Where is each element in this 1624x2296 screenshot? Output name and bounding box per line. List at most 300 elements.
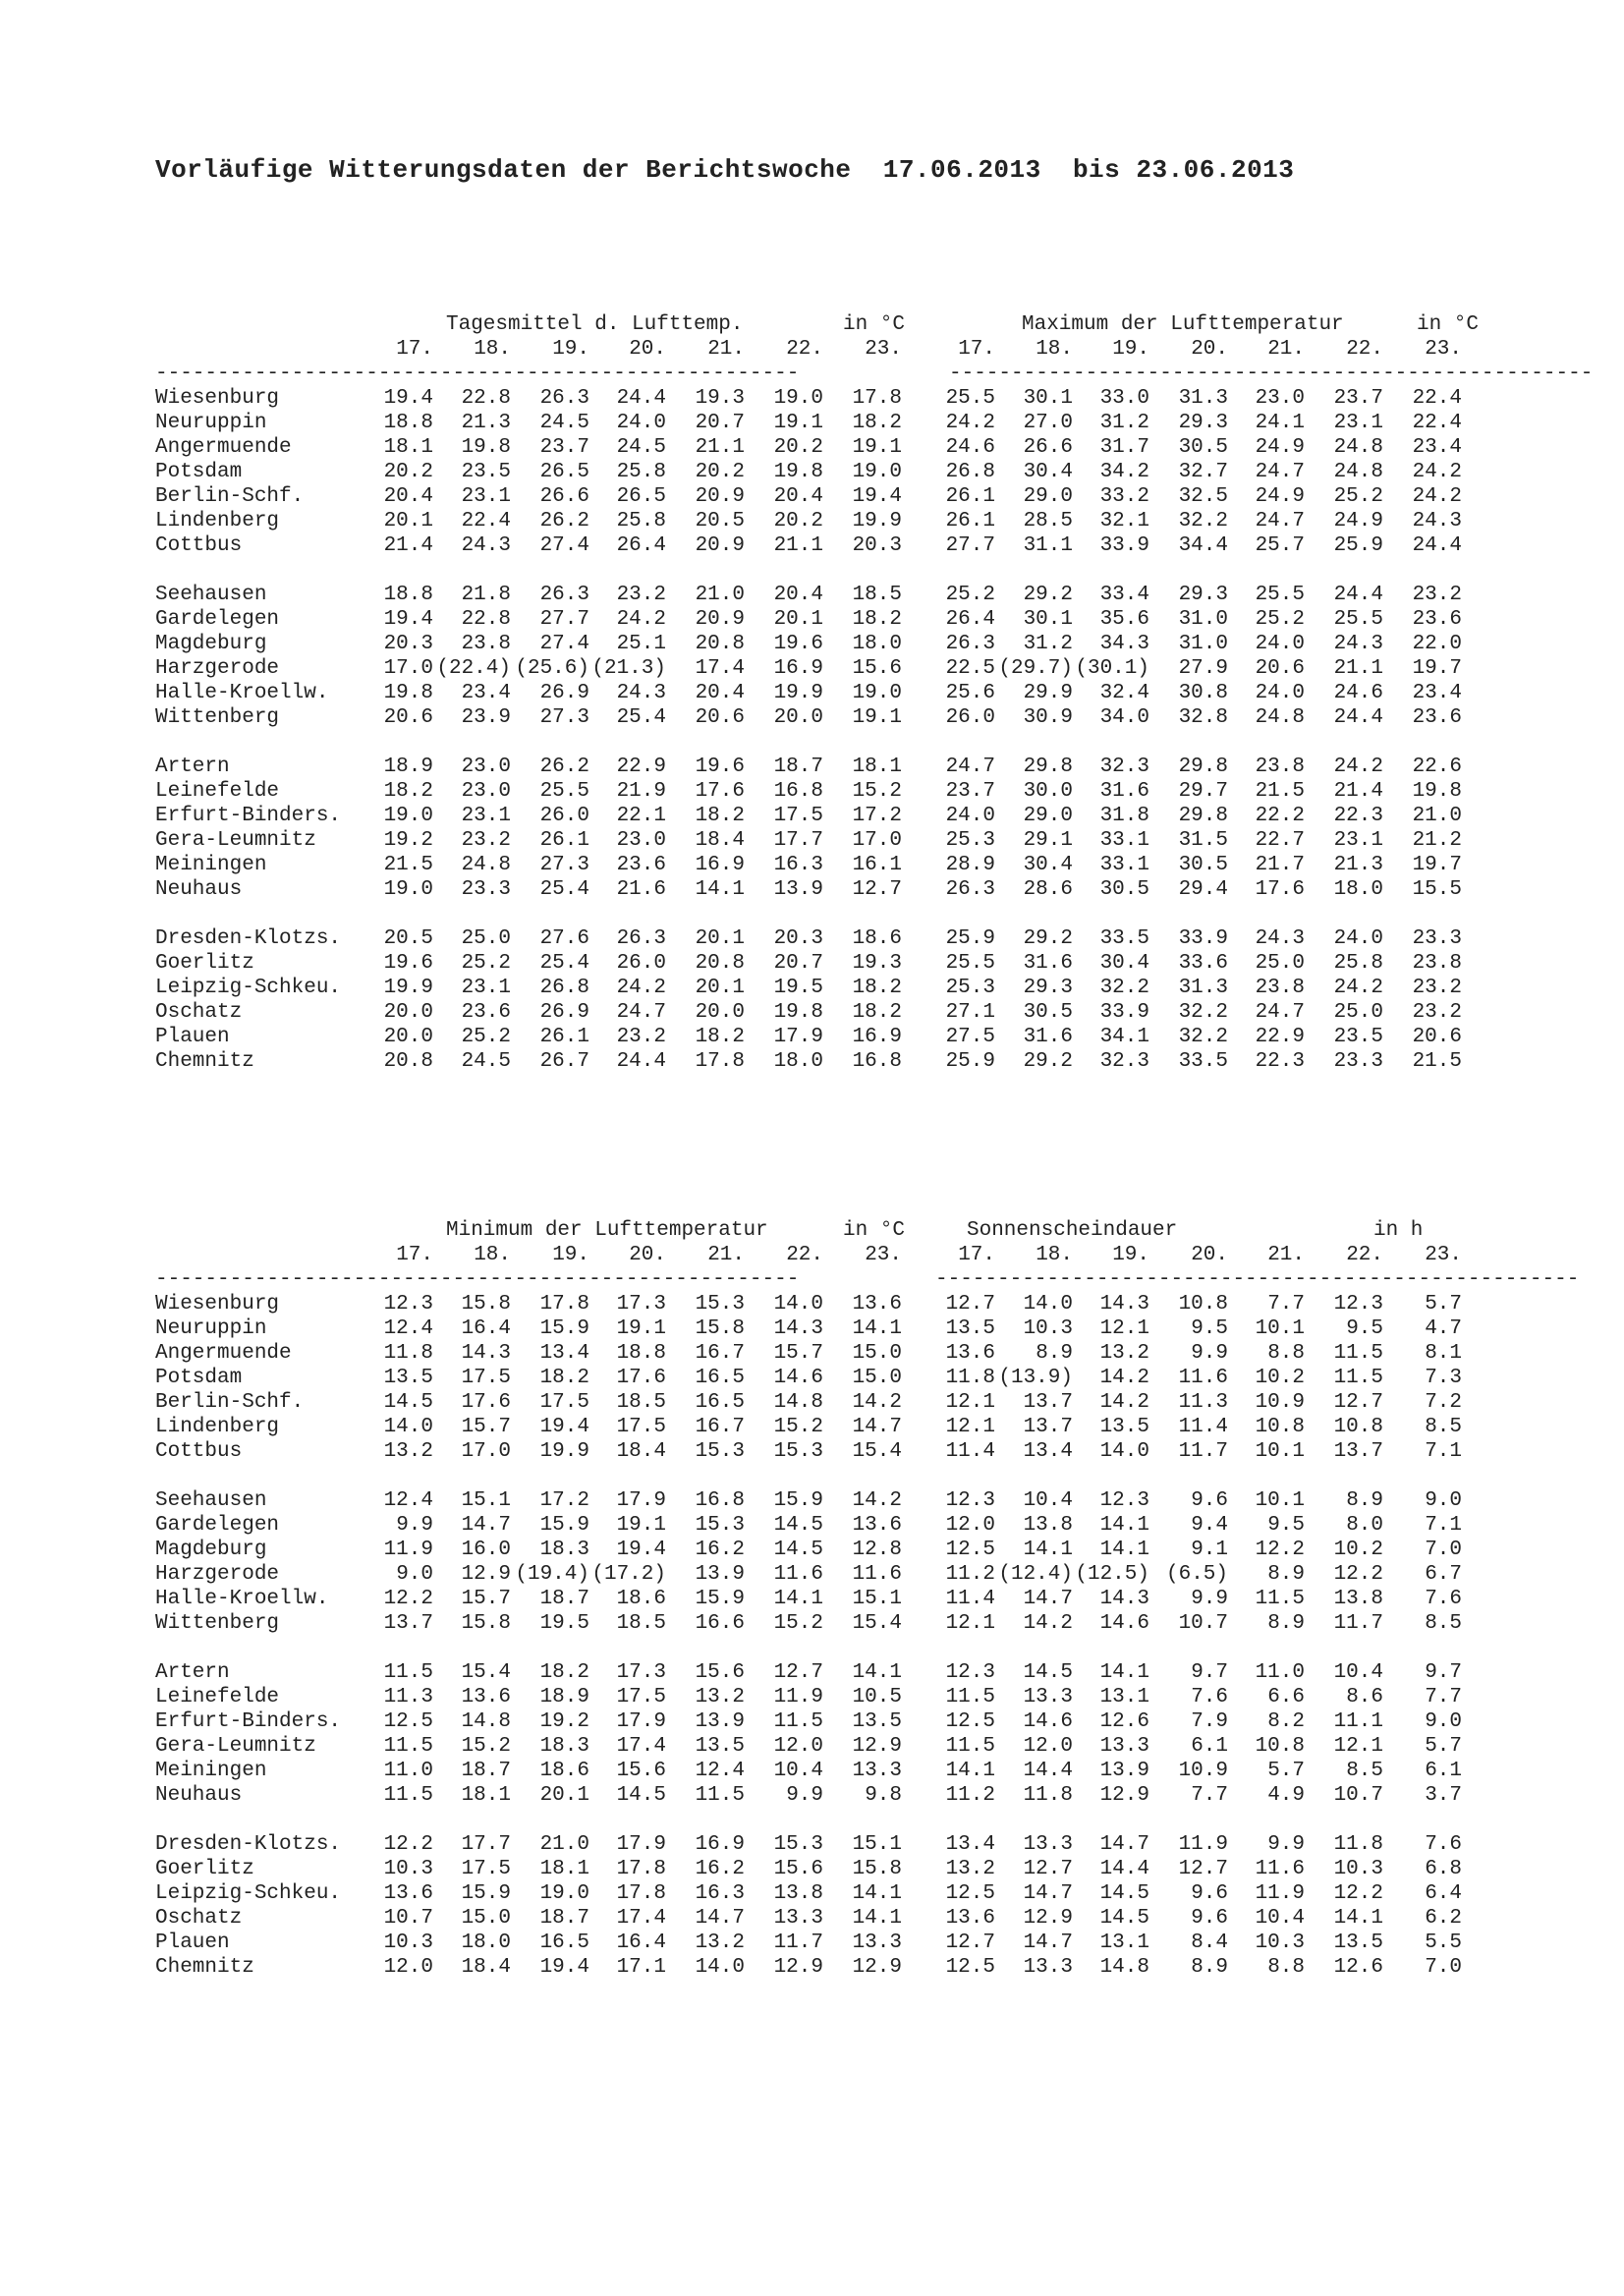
left-value: 24.5 <box>616 436 666 459</box>
right-value: 23.2 <box>1412 1001 1462 1024</box>
left-value: 15.7 <box>461 1416 511 1438</box>
day-label: 22. <box>1346 1244 1383 1266</box>
left-value: 18.2 <box>852 977 902 999</box>
left-value: 20.4 <box>695 682 745 704</box>
right-value: 14.4 <box>1023 1760 1073 1782</box>
right-value: 10.1 <box>1255 1440 1305 1463</box>
day-label: 19. <box>552 338 589 361</box>
right-value: 27.5 <box>945 1026 995 1048</box>
right-value: 26.3 <box>945 633 995 655</box>
right-value: 24.9 <box>1255 485 1305 508</box>
right-value: 33.6 <box>1178 952 1228 975</box>
left-value: 20.1 <box>695 977 745 999</box>
station-name: Gera-Leumnitz <box>155 829 316 852</box>
right-value: 6.1 <box>1425 1760 1462 1782</box>
right-value: 34.1 <box>1099 1026 1149 1048</box>
right-value: 23.6 <box>1412 706 1462 729</box>
left-value: 12.8 <box>852 1539 902 1561</box>
left-value: 26.9 <box>539 1001 589 1024</box>
right-value: 24.2 <box>1412 461 1462 483</box>
left-value: 26.0 <box>539 805 589 827</box>
left-value: 17.1 <box>616 1956 666 1979</box>
right-value: 31.8 <box>1099 805 1149 827</box>
left-value: 11.5 <box>695 1784 745 1807</box>
left-value: 10.3 <box>383 1858 433 1880</box>
right-value: 9.6 <box>1191 1489 1228 1512</box>
left-value: 23.2 <box>616 584 666 606</box>
left-value: 11.0 <box>383 1760 433 1782</box>
right-value: 14.3 <box>1099 1293 1149 1316</box>
right-value: 29.3 <box>1178 584 1228 606</box>
right-value: 11.5 <box>945 1686 995 1708</box>
left-value: 11.9 <box>773 1686 823 1708</box>
right-value: 11.2 <box>945 1784 995 1807</box>
left-value: 16.5 <box>695 1367 745 1389</box>
right-value: (13.9) <box>998 1367 1073 1389</box>
right-value: 23.4 <box>1412 436 1462 459</box>
left-value: 17.0 <box>383 657 433 680</box>
right-value: 30.4 <box>1023 461 1073 483</box>
left-value: 23.1 <box>461 977 511 999</box>
right-value: 33.9 <box>1099 1001 1149 1024</box>
rule-right: ---------------------------------------------------- <box>949 363 1594 385</box>
left-value: 13.9 <box>773 878 823 901</box>
right-value: 4.9 <box>1267 1784 1305 1807</box>
right-value: 25.5 <box>1255 584 1305 606</box>
right-value: 12.9 <box>1099 1784 1149 1807</box>
right-value: 12.2 <box>1333 1563 1383 1586</box>
right-value: 7.7 <box>1191 1784 1228 1807</box>
day-label: 20. <box>629 1244 666 1266</box>
station-name: Angermuende <box>155 436 292 459</box>
right-value: 10.3 <box>1255 1932 1305 1954</box>
right-value: 14.2 <box>1099 1367 1149 1389</box>
left-value: 16.2 <box>695 1858 745 1880</box>
right-value: 10.8 <box>1255 1416 1305 1438</box>
right-value: 12.5 <box>945 1956 995 1979</box>
right-value: 24.9 <box>1255 436 1305 459</box>
left-value: 9.8 <box>865 1784 902 1807</box>
right-value: 7.1 <box>1425 1514 1462 1537</box>
left-value: 20.7 <box>695 412 745 434</box>
left-value: 18.1 <box>539 1858 589 1880</box>
right-value: 13.4 <box>945 1833 995 1856</box>
left-value: 15.6 <box>773 1858 823 1880</box>
right-value: 25.3 <box>945 977 995 999</box>
left-value: 20.0 <box>383 1001 433 1024</box>
right-value: 34.0 <box>1099 706 1149 729</box>
left-value: 15.6 <box>616 1760 666 1782</box>
left-value: 17.6 <box>616 1367 666 1389</box>
right-value: 12.1 <box>1099 1317 1149 1340</box>
right-value: 12.7 <box>1333 1391 1383 1414</box>
left-value: 13.6 <box>852 1293 902 1316</box>
right-value: 24.7 <box>945 756 995 778</box>
station-name: Seehausen <box>155 584 267 606</box>
right-value: 25.5 <box>1333 608 1383 631</box>
right-value: 9.5 <box>1191 1317 1228 1340</box>
left-value: 14.0 <box>773 1293 823 1316</box>
left-value: 16.3 <box>773 854 823 876</box>
left-value: 12.9 <box>852 1956 902 1979</box>
left-value: 19.3 <box>695 387 745 410</box>
left-value: 23.0 <box>461 780 511 803</box>
right-value: 30.4 <box>1099 952 1149 975</box>
day-label: 17. <box>958 1244 995 1266</box>
right-value: 32.5 <box>1178 485 1228 508</box>
left-value: 15.7 <box>773 1342 823 1365</box>
left-value: 19.9 <box>773 682 823 704</box>
left-value: 16.3 <box>695 1882 745 1905</box>
left-value: 16.9 <box>852 1026 902 1048</box>
right-value: 32.2 <box>1099 977 1149 999</box>
left-value: 11.9 <box>383 1539 433 1561</box>
right-value: 31.5 <box>1178 829 1228 852</box>
left-value: 21.0 <box>539 1833 589 1856</box>
right-value: 28.5 <box>1023 510 1073 532</box>
right-value: 31.6 <box>1023 1026 1073 1048</box>
left-value: 11.8 <box>383 1342 433 1365</box>
left-value: 17.8 <box>852 387 902 410</box>
right-value: 20.6 <box>1255 657 1305 680</box>
left-value: 22.4 <box>461 510 511 532</box>
right-value: 30.1 <box>1023 387 1073 410</box>
left-value: 17.5 <box>773 805 823 827</box>
rule-left: ---------------------------------------------------- <box>155 363 800 385</box>
right-value: 23.1 <box>1333 829 1383 852</box>
right-value: 13.1 <box>1099 1686 1149 1708</box>
right-value: 11.6 <box>1178 1367 1228 1389</box>
left-value: 17.8 <box>616 1882 666 1905</box>
right-value: 14.2 <box>1023 1612 1073 1635</box>
right-value: 25.2 <box>1333 485 1383 508</box>
left-value: 15.3 <box>695 1293 745 1316</box>
left-value: 17.4 <box>616 1907 666 1930</box>
right-value: 26.8 <box>945 461 995 483</box>
right-value: 10.8 <box>1255 1735 1305 1758</box>
left-value: 12.4 <box>383 1489 433 1512</box>
day-label: 19. <box>1112 338 1149 361</box>
right-value: 7.0 <box>1425 1956 1462 1979</box>
left-value: 19.8 <box>773 1001 823 1024</box>
left-value: 18.8 <box>383 584 433 606</box>
station-name: Wiesenburg <box>155 1293 280 1316</box>
left-value: 26.3 <box>616 927 666 950</box>
right-value: 22.7 <box>1255 829 1305 852</box>
left-value: 24.2 <box>616 977 666 999</box>
left-value: 19.0 <box>852 682 902 704</box>
left-value: 18.1 <box>461 1784 511 1807</box>
left-value: 25.4 <box>539 952 589 975</box>
station-name: Halle-Kroellw. <box>155 682 329 704</box>
left-value: 14.0 <box>383 1416 433 1438</box>
right-value: 13.5 <box>1333 1932 1383 1954</box>
left-value: 18.3 <box>539 1539 589 1561</box>
right-value: 7.6 <box>1191 1686 1228 1708</box>
left-value: 13.9 <box>695 1563 745 1586</box>
right-value: 30.5 <box>1178 436 1228 459</box>
left-value: 19.6 <box>695 756 745 778</box>
right-value: 31.0 <box>1178 608 1228 631</box>
left-value: (19.4) <box>515 1563 589 1586</box>
right-value: 12.5 <box>945 1539 995 1561</box>
left-value: 19.6 <box>383 952 433 975</box>
left-value: 20.1 <box>539 1784 589 1807</box>
station-name: Meiningen <box>155 854 267 876</box>
right-value: 34.3 <box>1099 633 1149 655</box>
left-value: 18.4 <box>695 829 745 852</box>
left-value: 19.6 <box>773 633 823 655</box>
right-value: 24.6 <box>945 436 995 459</box>
station-name: Plauen <box>155 1932 230 1954</box>
right-value: 29.9 <box>1023 682 1073 704</box>
left-value: 15.9 <box>773 1489 823 1512</box>
right-value: 8.8 <box>1267 1342 1305 1365</box>
right-value: 22.9 <box>1255 1026 1305 1048</box>
left-value: 15.2 <box>461 1735 511 1758</box>
right-value: 11.5 <box>1255 1588 1305 1610</box>
right-value: 32.2 <box>1178 510 1228 532</box>
right-value: 10.4 <box>1255 1907 1305 1930</box>
right-value: 13.5 <box>1099 1416 1149 1438</box>
right-value: 9.9 <box>1191 1588 1228 1610</box>
day-label: 19. <box>552 1244 589 1266</box>
right-value: 14.1 <box>945 1760 995 1782</box>
right-value: 22.5 <box>945 657 995 680</box>
left-value: 19.4 <box>539 1416 589 1438</box>
left-value: 20.2 <box>773 436 823 459</box>
right-value: 21.5 <box>1412 1050 1462 1073</box>
left-value: 18.6 <box>616 1588 666 1610</box>
right-value: 30.4 <box>1023 854 1073 876</box>
day-label: 17. <box>958 338 995 361</box>
right-value: 10.4 <box>1333 1661 1383 1684</box>
left-value: 23.1 <box>461 485 511 508</box>
right-value: 30.5 <box>1023 1001 1073 1024</box>
right-value: 5.7 <box>1267 1760 1305 1782</box>
right-value: 12.1 <box>945 1416 995 1438</box>
day-label: 20. <box>1191 1244 1228 1266</box>
left-value: (21.3) <box>591 657 666 680</box>
left-value: 20.1 <box>773 608 823 631</box>
right-value: 9.6 <box>1191 1907 1228 1930</box>
left-value: 12.9 <box>773 1956 823 1979</box>
left-value: 11.6 <box>773 1563 823 1586</box>
left-value: 20.9 <box>695 534 745 557</box>
left-value: 24.3 <box>616 682 666 704</box>
left-value: 13.7 <box>383 1612 433 1635</box>
right-value: 8.0 <box>1346 1514 1383 1537</box>
right-value: 23.4 <box>1412 682 1462 704</box>
left-value: 13.9 <box>695 1710 745 1733</box>
left-value: 18.2 <box>695 1026 745 1048</box>
right-value: 12.3 <box>945 1489 995 1512</box>
left-value: 16.5 <box>695 1391 745 1414</box>
left-value: 15.8 <box>852 1858 902 1880</box>
left-value: 16.7 <box>695 1416 745 1438</box>
left-value: 23.6 <box>616 854 666 876</box>
left-value: 15.9 <box>539 1317 589 1340</box>
left-value: 10.7 <box>383 1907 433 1930</box>
right-value: 14.6 <box>1023 1710 1073 1733</box>
right-value: 13.3 <box>1023 1833 1073 1856</box>
right-value: 3.7 <box>1425 1784 1462 1807</box>
left-value: 20.4 <box>773 485 823 508</box>
right-value: 21.1 <box>1333 657 1383 680</box>
right-value: 26.0 <box>945 706 995 729</box>
day-label: 17. <box>396 338 433 361</box>
left-value: 16.6 <box>695 1612 745 1635</box>
left-value: 14.1 <box>773 1588 823 1610</box>
station-name: Wittenberg <box>155 1612 280 1635</box>
left-value: 16.9 <box>695 854 745 876</box>
right-value: 5.7 <box>1425 1735 1462 1758</box>
left-value: 20.5 <box>695 510 745 532</box>
right-title: Maximum der Lufttemperatur <box>1022 313 1344 336</box>
left-value: 25.5 <box>539 780 589 803</box>
left-value: 13.2 <box>383 1440 433 1463</box>
left-value: 15.1 <box>852 1588 902 1610</box>
left-value: 19.5 <box>773 977 823 999</box>
right-value: 7.7 <box>1425 1686 1462 1708</box>
right-value: 12.9 <box>1023 1907 1073 1930</box>
right-value: 8.9 <box>1267 1612 1305 1635</box>
left-title: Tagesmittel d. Lufttemp. <box>446 313 744 336</box>
left-value: 10.3 <box>383 1932 433 1954</box>
right-value: 10.9 <box>1178 1760 1228 1782</box>
left-value: 15.0 <box>852 1342 902 1365</box>
left-value: 26.0 <box>616 952 666 975</box>
right-value: 27.0 <box>1023 412 1073 434</box>
right-value: 13.7 <box>1023 1391 1073 1414</box>
right-value: 33.9 <box>1178 927 1228 950</box>
left-value: 19.4 <box>852 485 902 508</box>
left-value: 20.1 <box>383 510 433 532</box>
right-value: 12.0 <box>945 1514 995 1537</box>
left-value: 14.6 <box>773 1367 823 1389</box>
left-value: 23.8 <box>461 633 511 655</box>
left-value: 12.0 <box>773 1735 823 1758</box>
day-label: 23. <box>865 1244 902 1266</box>
left-value: 11.3 <box>383 1686 433 1708</box>
right-value: 6.4 <box>1425 1882 1462 1905</box>
right-value: 23.7 <box>945 780 995 803</box>
left-value: 20.4 <box>383 485 433 508</box>
station-name: Oschatz <box>155 1001 243 1024</box>
left-value: 19.2 <box>383 829 433 852</box>
right-value: 32.3 <box>1099 1050 1149 1073</box>
left-value: 17.3 <box>616 1293 666 1316</box>
left-value: 15.3 <box>695 1514 745 1537</box>
left-value: 14.7 <box>461 1514 511 1537</box>
right-value: 25.2 <box>1255 608 1305 631</box>
left-value: 15.4 <box>461 1661 511 1684</box>
right-value: 7.6 <box>1425 1833 1462 1856</box>
right-value: 12.5 <box>945 1710 995 1733</box>
left-value: 18.2 <box>852 1001 902 1024</box>
right-value: 29.8 <box>1178 805 1228 827</box>
right-value: 27.1 <box>945 1001 995 1024</box>
right-title: Sonnenscheindauer <box>967 1219 1178 1242</box>
left-value: 16.7 <box>695 1342 745 1365</box>
left-value: 26.3 <box>539 584 589 606</box>
right-value: 12.6 <box>1333 1956 1383 1979</box>
left-value: 20.0 <box>695 1001 745 1024</box>
right-value: 5.5 <box>1425 1932 1462 1954</box>
right-value: 9.4 <box>1191 1514 1228 1537</box>
left-value: 18.1 <box>383 436 433 459</box>
left-value: 15.0 <box>852 1367 902 1389</box>
left-value: 20.8 <box>383 1050 433 1073</box>
left-value: 18.2 <box>852 608 902 631</box>
station-name: Leinefelde <box>155 780 280 803</box>
right-value: 31.6 <box>1023 952 1073 975</box>
right-value: 13.2 <box>945 1858 995 1880</box>
right-value: 31.2 <box>1023 633 1073 655</box>
right-value: 33.2 <box>1099 485 1149 508</box>
station-name: Halle-Kroellw. <box>155 1588 329 1610</box>
right-value: 12.7 <box>1178 1858 1228 1880</box>
right-value: 32.2 <box>1178 1026 1228 1048</box>
left-value: 14.7 <box>852 1416 902 1438</box>
left-value: 24.2 <box>616 608 666 631</box>
right-value: 13.7 <box>1333 1440 1383 1463</box>
right-value: 31.6 <box>1099 780 1149 803</box>
right-value: 12.7 <box>945 1932 995 1954</box>
right-value: 13.8 <box>1023 1514 1073 1537</box>
right-value: 21.0 <box>1412 805 1462 827</box>
right-value: 9.7 <box>1425 1661 1462 1684</box>
right-value: 22.0 <box>1412 633 1462 655</box>
right-value: (12.5) <box>1075 1563 1149 1586</box>
left-value: 21.0 <box>695 584 745 606</box>
left-value: 23.0 <box>616 829 666 852</box>
right-value: 29.4 <box>1178 878 1228 901</box>
rule-right: ---------------------------------------------------- <box>935 1268 1580 1291</box>
right-value: 12.2 <box>1255 1539 1305 1561</box>
right-value: 14.0 <box>1099 1440 1149 1463</box>
left-value: 26.9 <box>539 682 589 704</box>
left-value: 19.1 <box>616 1317 666 1340</box>
station-name: Artern <box>155 756 230 778</box>
right-value: 23.3 <box>1412 927 1462 950</box>
right-value: 8.9 <box>1346 1489 1383 1512</box>
right-value: 30.0 <box>1023 780 1073 803</box>
right-value: 9.1 <box>1191 1539 1228 1561</box>
day-label: 23. <box>865 338 902 361</box>
left-value: 18.2 <box>383 780 433 803</box>
right-value: 11.9 <box>1255 1882 1305 1905</box>
station-name: Berlin-Schf. <box>155 1391 305 1414</box>
right-value: 26.6 <box>1023 436 1073 459</box>
left-value: 13.3 <box>773 1907 823 1930</box>
right-value: 11.8 <box>945 1367 995 1389</box>
right-value: 24.8 <box>1255 706 1305 729</box>
right-value: 25.6 <box>945 682 995 704</box>
right-value: 24.7 <box>1255 1001 1305 1024</box>
left-value: 13.3 <box>852 1760 902 1782</box>
left-value: 16.5 <box>539 1932 589 1954</box>
right-value: 24.3 <box>1333 633 1383 655</box>
right-value: 31.2 <box>1099 412 1149 434</box>
day-label: 21. <box>707 1244 745 1266</box>
left-value: 25.8 <box>616 461 666 483</box>
right-value: 33.5 <box>1099 927 1149 950</box>
left-value: 13.5 <box>383 1367 433 1389</box>
right-value: 14.1 <box>1099 1514 1149 1537</box>
right-value: 33.1 <box>1099 854 1149 876</box>
left-value: 16.8 <box>695 1489 745 1512</box>
